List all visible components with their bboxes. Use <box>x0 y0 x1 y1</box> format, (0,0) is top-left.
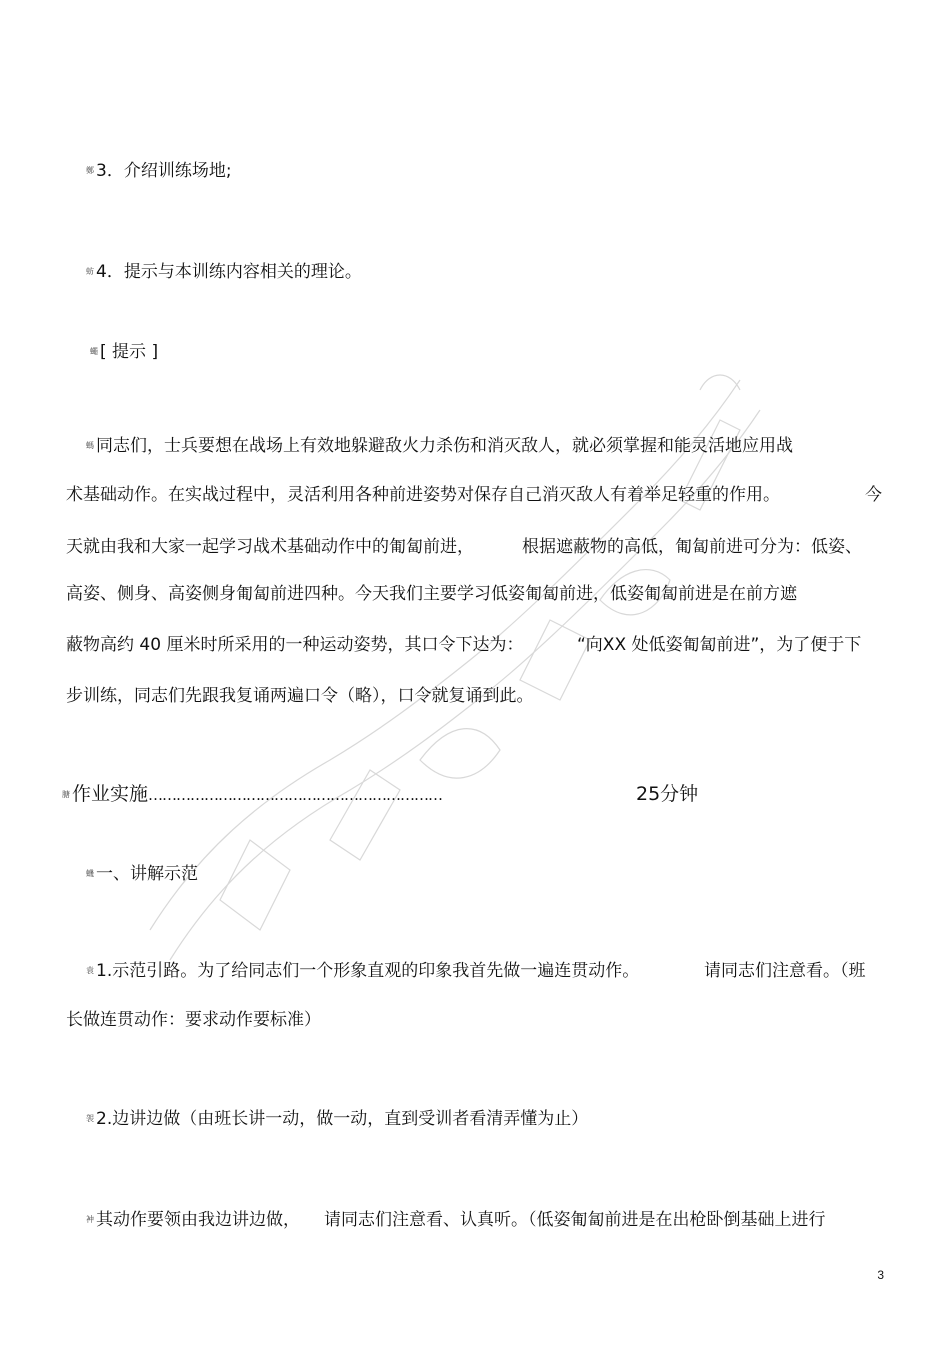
paragraph-text: 根据遮蔽物的高低，匍匐前进可分为：低姿、 <box>522 537 862 557</box>
line-marker: 螞 <box>86 441 94 450</box>
page-number: 3 <box>877 1268 884 1282</box>
step-line <box>704 960 866 982</box>
paragraph-text: 蔽物高约 40 厘米时所采用的一种运动姿势，其口令下达为： <box>66 635 524 655</box>
step-text: 1.示范引路。为了给同志们一个形象直观的印象我首先做一遍连贯动作。 <box>96 961 640 981</box>
list-item-4 <box>86 261 362 283</box>
line-marker: 蚄 <box>86 267 94 276</box>
paragraph-line <box>66 484 780 506</box>
line-marker: 蟣 <box>86 869 94 878</box>
list-item-text: 3．介绍训练场地; <box>96 161 232 181</box>
tip-text: [ 提示 ] <box>100 342 159 362</box>
paragraph-text: 高姿、侧身、高姿侧身匍匐前进四种。今天我们主要学习低姿匍匐前进，低姿匍匐前进是在前方遮 <box>66 584 797 604</box>
list-item-text: 4．提示与本训练内容相关的理论。 <box>96 262 362 282</box>
line-marker: 袁 <box>86 966 94 975</box>
tip-label <box>90 341 158 363</box>
paragraph-line <box>577 634 861 656</box>
subsection-heading <box>86 863 198 885</box>
paragraph-line <box>66 634 523 656</box>
step-text: 长做连贯动作：要求动作要标准） <box>66 1010 321 1030</box>
section-heading <box>62 783 442 806</box>
paragraph-text: 天就由我和大家一起学习战术基础动作中的匍匐前进， <box>66 537 474 557</box>
step-line <box>66 1009 321 1031</box>
paragraph-line <box>66 685 534 707</box>
paragraph-text: “向XX 处低姿匍匐前进”，为了便于下 <box>577 635 862 655</box>
step-text: 2.边讲边做（由班长讲一动，做一动，直到受训者看清弄懂为止） <box>96 1109 589 1129</box>
line-marker: 膅 <box>62 789 70 799</box>
step-text: 请同志们注意看、认真听。（低姿匍匐前进是在出枪卧倒基础上进行 <box>324 1210 826 1230</box>
section-leader-dots: ……………………………………………………… <box>148 786 443 804</box>
duration-text: 25分钟 <box>636 783 699 805</box>
paragraph-text: 术基础动作。在实战过程中，灵活利用各种前进姿势对保存自己消灭敌人有着举足轻重的作用。 <box>66 485 780 505</box>
step-line <box>86 960 639 982</box>
paragraph-line <box>66 536 474 558</box>
step-line <box>86 1209 300 1231</box>
subsection-title: 一、讲解示范 <box>96 864 198 884</box>
paragraph-line <box>865 484 882 506</box>
paragraph-text: 步训练，同志们先跟我复诵两遍口令（略），口令就复诵到此。 <box>66 686 534 706</box>
step-line <box>86 1108 588 1130</box>
list-item-3 <box>86 160 232 182</box>
paragraph-text: 同志们，士兵要想在战场上有效地躲避敌火力杀伤和消灭敌人，就必须掌握和能灵活地应用战 <box>96 436 793 456</box>
paragraph-line <box>522 536 862 558</box>
section-duration <box>636 783 698 805</box>
paragraph-text: 今 <box>865 485 882 505</box>
paragraph-line <box>66 583 797 605</box>
line-marker: 袈 <box>86 1114 94 1123</box>
step-line <box>324 1209 826 1231</box>
step-text: 其动作要领由我边讲边做， <box>96 1210 300 1230</box>
paragraph-line <box>86 435 793 457</box>
section-title: 作业实施 <box>72 783 149 805</box>
step-text: 请同志们注意看。（班 <box>704 961 866 981</box>
line-marker: 蠅 <box>90 347 98 356</box>
line-marker: 鄭 <box>86 166 94 175</box>
line-marker: 衶 <box>86 1215 94 1224</box>
